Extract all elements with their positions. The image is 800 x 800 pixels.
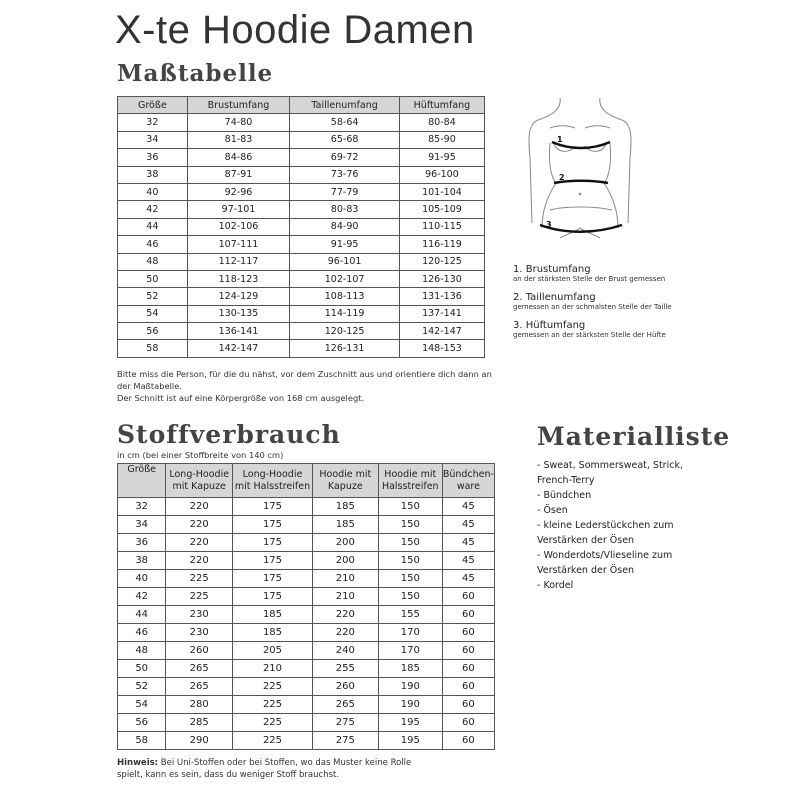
table-cell: 195 (378, 732, 442, 750)
table-cell: 265 (166, 660, 233, 678)
table-cell: 45 (442, 516, 494, 534)
table-cell: 102-107 (290, 270, 400, 287)
table-cell: 45 (442, 552, 494, 570)
table-cell: 74-80 (187, 114, 290, 131)
table-cell: 65-68 (290, 131, 400, 148)
table-cell: 230 (166, 624, 233, 642)
material-item: - Kordel (537, 580, 574, 591)
table-cell: 275 (312, 714, 378, 732)
material-item: French-Terry (537, 475, 595, 486)
table-cell: 60 (442, 714, 494, 732)
table-row (118, 624, 495, 642)
table-cell: 84-86 (187, 149, 290, 166)
table-cell: 40 (118, 570, 166, 588)
table-cell: 45 (442, 570, 494, 588)
legend-desc: an der stärksten Stelle der Brust gemessen (513, 275, 666, 283)
table-cell: 275 (312, 732, 378, 750)
table-cell: 190 (378, 678, 442, 696)
table-cell: 265 (312, 696, 378, 714)
table-cell: 92-96 (187, 183, 290, 200)
table-row (118, 201, 485, 218)
table-cell: 60 (442, 642, 494, 660)
table-cell: 150 (378, 516, 442, 534)
table-cell: 126-131 (290, 340, 400, 357)
table-cell: 210 (233, 660, 313, 678)
table-cell: 120-125 (290, 323, 400, 340)
page-title: X-te Hoodie Damen (115, 8, 475, 52)
table-cell: 85-90 (399, 131, 484, 148)
table-cell: 56 (118, 714, 166, 732)
table-cell: 175 (233, 552, 313, 570)
table-row (118, 516, 495, 534)
fabric-table-heading: Stoffverbrauch (117, 420, 341, 449)
table-cell: 36 (118, 534, 166, 552)
table-cell: 150 (378, 588, 442, 606)
material-item: - Sweat, Sommersweat, Strick, (537, 460, 683, 471)
table-cell: 185 (233, 606, 313, 624)
table-cell: 255 (312, 660, 378, 678)
hint-label: Hinweis: (117, 758, 159, 768)
table-cell: 175 (233, 588, 313, 606)
table-cell: 240 (312, 642, 378, 660)
measure-note-line: Der Schnitt ist auf eine Körpergröße von 168 cm ausgelegt. (117, 393, 365, 403)
table-cell: 108-113 (290, 288, 400, 305)
column-header (233, 464, 313, 498)
table-cell: 42 (118, 588, 166, 606)
legend-title: 3. Hüftumfang (513, 320, 586, 331)
table-cell: 60 (442, 696, 494, 714)
table-cell: 60 (442, 678, 494, 696)
column-header-line: Kapuze (327, 480, 363, 492)
table-cell: 230 (166, 606, 233, 624)
table-cell: 260 (166, 642, 233, 660)
table-cell: 45 (442, 534, 494, 552)
table-row (118, 236, 485, 253)
table-cell: 44 (118, 606, 166, 624)
measure-note (117, 368, 507, 404)
table-cell: 225 (166, 588, 233, 606)
table-cell: 124-129 (187, 288, 290, 305)
table-row (118, 732, 495, 750)
table-cell: 170 (378, 642, 442, 660)
legend-title: 2. Taillenumfang (513, 292, 596, 303)
table-cell: 260 (312, 678, 378, 696)
table-cell: 60 (442, 606, 494, 624)
column-header-line: mit Halsstreifen (234, 480, 311, 492)
table-row (118, 340, 485, 357)
table-cell: 52 (118, 678, 166, 696)
column-header: Größe (118, 97, 188, 114)
table-cell: 150 (378, 570, 442, 588)
table-cell: 175 (233, 498, 313, 516)
table-cell: 107-111 (187, 236, 290, 253)
table-row (118, 183, 485, 200)
table-cell: 69-72 (290, 149, 400, 166)
table-row (118, 498, 495, 516)
table-cell: 32 (118, 498, 166, 516)
table-cell: 136-141 (187, 323, 290, 340)
table-cell: 220 (166, 516, 233, 534)
table-cell: 120-125 (399, 253, 484, 270)
table-cell: 110-115 (399, 218, 484, 235)
table-cell: 150 (378, 552, 442, 570)
table-row (118, 149, 485, 166)
column-header-line: Hoodie mit (319, 468, 372, 480)
legend-title: 1. Brustumfang (513, 264, 591, 275)
table-cell: 87-91 (187, 166, 290, 183)
table-header-row (118, 464, 495, 498)
table-row (118, 323, 485, 340)
table-cell: 45 (442, 498, 494, 516)
material-item: - Wonderdots/Vlieseline zum (537, 550, 673, 561)
table-cell: 190 (378, 696, 442, 714)
materials-list (537, 458, 707, 593)
column-header (378, 464, 442, 498)
table-cell: 210 (312, 570, 378, 588)
table-cell: 34 (118, 516, 166, 534)
material-item: - Ösen (537, 505, 568, 516)
table-cell: 175 (233, 534, 313, 552)
table-cell: 84-90 (290, 218, 400, 235)
table-row (118, 270, 485, 287)
table-row (118, 253, 485, 270)
table-cell: 38 (118, 552, 166, 570)
table-cell: 265 (166, 678, 233, 696)
table-cell: 175 (233, 570, 313, 588)
table-cell: 48 (118, 642, 166, 660)
table-cell: 36 (118, 149, 188, 166)
hint-text-line2: spielt, kann es sein, dass du weniger Stoff brauchst. (117, 770, 340, 780)
table-row (118, 166, 485, 183)
table-header-row (118, 97, 485, 114)
table-cell: 32 (118, 114, 188, 131)
table-cell: 280 (166, 696, 233, 714)
table-cell: 205 (233, 642, 313, 660)
table-cell: 210 (312, 588, 378, 606)
table-cell: 195 (378, 714, 442, 732)
table-cell: 73-76 (290, 166, 400, 183)
table-cell: 185 (233, 624, 313, 642)
table-row (118, 588, 495, 606)
table-cell: 77-79 (290, 183, 400, 200)
material-item: Verstärken der Ösen (537, 535, 635, 546)
table-row (118, 696, 495, 714)
table-cell: 118-123 (187, 270, 290, 287)
table-cell: 225 (166, 570, 233, 588)
table-cell: 50 (118, 270, 188, 287)
table-cell: 137-141 (399, 305, 484, 322)
table-cell: 112-117 (187, 253, 290, 270)
table-row (118, 678, 495, 696)
table-cell: 225 (233, 678, 313, 696)
table-cell: 220 (166, 498, 233, 516)
table-cell: 97-101 (187, 201, 290, 218)
table-cell: 81-83 (187, 131, 290, 148)
table-cell: 96-101 (290, 253, 400, 270)
table-cell: 60 (442, 660, 494, 678)
table-cell: 142-147 (187, 340, 290, 357)
table-cell: 80-83 (290, 201, 400, 218)
table-cell: 46 (118, 236, 188, 253)
table-cell: 114-119 (290, 305, 400, 322)
column-header: Taillenumfang (290, 97, 400, 114)
table-row (118, 660, 495, 678)
table-cell: 150 (378, 498, 442, 516)
table-cell: 56 (118, 323, 188, 340)
table-cell: 101-104 (399, 183, 484, 200)
table-cell: 155 (378, 606, 442, 624)
column-header (166, 464, 233, 498)
table-cell: 175 (233, 516, 313, 534)
body-measurement-figure (520, 98, 640, 243)
table-row (118, 218, 485, 235)
table-cell: 60 (442, 624, 494, 642)
table-cell: 80-84 (399, 114, 484, 131)
column-header-line: Größe (127, 464, 157, 475)
column-header-line: Halsstreifen (381, 480, 439, 492)
table-cell: 105-109 (399, 201, 484, 218)
table-cell: 130-135 (187, 305, 290, 322)
table-cell: 185 (312, 516, 378, 534)
table-cell: 91-95 (290, 236, 400, 253)
hint-text: Bei Uni-Stoffen oder bei Stoffen, wo das Muster keine Rolle (158, 758, 412, 768)
table-cell: 38 (118, 166, 188, 183)
table-cell: 148-153 (399, 340, 484, 357)
table-row (118, 288, 485, 305)
table-cell: 34 (118, 131, 188, 148)
marker-3: 3 (546, 220, 552, 229)
column-header-line: Long-Hoodie (169, 468, 230, 480)
table-cell: 225 (233, 696, 313, 714)
table-row (118, 114, 485, 131)
table-cell: 42 (118, 201, 188, 218)
table-cell: 126-130 (399, 270, 484, 287)
table-row (118, 305, 485, 322)
measurement-legend (513, 264, 713, 348)
table-cell: 220 (312, 624, 378, 642)
table-cell: 185 (378, 660, 442, 678)
table-cell: 46 (118, 624, 166, 642)
table-cell: 220 (312, 606, 378, 624)
table-cell: 170 (378, 624, 442, 642)
table-cell: 225 (233, 714, 313, 732)
table-cell: 185 (312, 498, 378, 516)
legend-desc: gemessen an der stärksten Stelle der Hüfte (513, 331, 666, 339)
marker-1: 1 (557, 135, 563, 144)
column-header: Hüftumfang (399, 97, 484, 114)
material-item: - kleine Lederstückchen zum (537, 520, 674, 531)
fabric-table (117, 463, 495, 750)
table-row (118, 534, 495, 552)
table-cell: 52 (118, 288, 188, 305)
table-cell: 116-119 (399, 236, 484, 253)
column-header (312, 464, 378, 498)
column-header-line: ware (456, 480, 480, 492)
table-row (118, 714, 495, 732)
table-row (118, 642, 495, 660)
table-row (118, 570, 495, 588)
column-header (118, 464, 166, 498)
table-cell: 96-100 (399, 166, 484, 183)
table-cell: 91-95 (399, 149, 484, 166)
table-cell: 220 (166, 552, 233, 570)
fabric-table-subheading: in cm (bei einer Stoffbreite von 140 cm) (117, 450, 284, 460)
material-item: Verstärken der Ösen (537, 565, 635, 576)
table-row (118, 606, 495, 624)
material-item: - Bündchen (537, 490, 592, 501)
table-cell: 48 (118, 253, 188, 270)
table-cell: 40 (118, 183, 188, 200)
table-cell: 225 (233, 732, 313, 750)
legend-desc: gemessen an der schmalsten Stelle der Taille (513, 303, 672, 311)
column-header: Brustumfang (187, 97, 290, 114)
column-header-line: Bündchen- (442, 468, 494, 480)
table-cell: 290 (166, 732, 233, 750)
size-table-heading: Maßtabelle (117, 60, 274, 87)
hint-note (117, 757, 507, 781)
column-header-line: Hoodie mit (384, 468, 437, 480)
table-cell: 58-64 (290, 114, 400, 131)
table-cell: 102-106 (187, 218, 290, 235)
table-cell: 54 (118, 305, 188, 322)
materials-heading: Materialliste (537, 422, 731, 451)
table-cell: 60 (442, 588, 494, 606)
table-cell: 131-136 (399, 288, 484, 305)
table-cell: 54 (118, 696, 166, 714)
table-cell: 142-147 (399, 323, 484, 340)
table-cell: 58 (118, 732, 166, 750)
table-cell: 200 (312, 534, 378, 552)
column-header-line: Long-Hoodie (242, 468, 303, 480)
table-cell: 58 (118, 340, 188, 357)
table-row (118, 552, 495, 570)
table-cell: 200 (312, 552, 378, 570)
table-cell: 220 (166, 534, 233, 552)
table-cell: 285 (166, 714, 233, 732)
table-cell: 50 (118, 660, 166, 678)
table-cell: 44 (118, 218, 188, 235)
measure-note-line: Bitte miss die Person, für die du nähst, vor dem Zuschnitt aus und orientiere dich dann an der Maßtabelle. (117, 369, 492, 391)
table-cell: 150 (378, 534, 442, 552)
column-header-line: mit Kapuze (172, 480, 226, 492)
size-table (117, 96, 485, 358)
marker-2: 2 (559, 173, 565, 182)
table-row (118, 131, 485, 148)
column-header (442, 464, 494, 498)
table-cell: 60 (442, 732, 494, 750)
